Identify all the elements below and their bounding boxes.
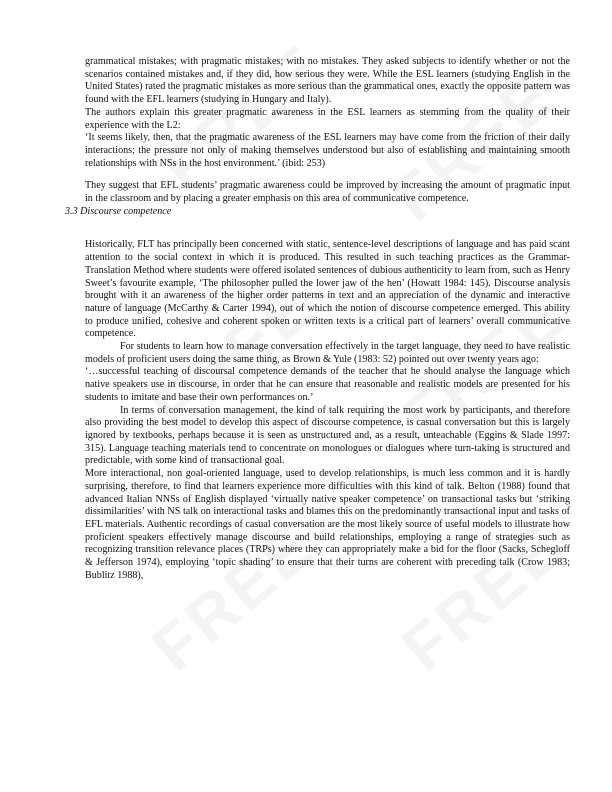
paragraph: They suggest that EFL students’ pragmatic awareness could be improved by increasing the amount of pragmatic input in the classroom and by placing a greater emphasis on this area of communicative competence. — [85, 180, 570, 205]
document-body — [65, 56, 570, 582]
paragraph: More interactional, non goal-oriented language, used to develop relationships, is much less common and it is hardly surprising, therefore, to find that learners experience more difficulties with this kind of talk. Belton (1988) found that advanced Italian NNSs of English displayed ‘virtually native speaker competence’ on transactional tasks but ‘striking dissimilarities’ with NS talk on interactional tasks and blames this on the predominantly transactional input and tasks of EFL materials. Authentic recordings of casual conversation are the most likely source of useful models to illustrate how proficient speakers effectively manage discourse and build relationships, employing a range of strategies such as recognizing transition relevance places (TRPs) where they can appropriately make a bid for the floor (Sacks, Schegloff & Jefferson 1974), employing ‘topic shading’ to ensure that their turns are coherent with preceding talk (Crow 1983; Bublitz 1988), — [85, 468, 570, 581]
section-heading: 3.3 Discourse competence — [65, 205, 172, 217]
paragraph: For students to learn how to manage conversation effectively in the target language, they need to have realistic models of proficient users doing the same thing, as Brown & Yule (1983: 52) pointed out over twenty years ago: — [85, 341, 570, 365]
paragraph: Historically, FLT has principally been concerned with static, sentence-level descriptions of language and has paid scant attention to the social context in which it is produced. This resulted in such teaching practices as the Grammar-Translation Method where students were offered isolated sentences of dubious authenticity to learn from, such as Henry Sweet’s favourite example, ‘The philosopher pulled the lower jaw of the hen’ (Howatt 1984: 145). Discourse analysis brought with it an awareness of the higher order patterns in text and an appreciation of the dynamic and interactive nature of language (McCarthy & Carter 1994), out of which the notion of discourse competence emerged. This ability to produce unified, cohesive and coherent spoken or written texts is a critical part of learners’ overall communicative competence. — [85, 239, 570, 340]
quotation: ‘It seems likely, then, that the pragmatic awareness of the ESL learners may have come from the friction of their daily interactions; the pressure not only of making themselves understood but also of establishing and maintaining smooth relationships with NSs in the host environment.’ (ibid: 253) — [85, 132, 570, 169]
paragraph: The authors explain this greater pragmatic awareness in the ESL learners as stemming from the quality of their experience with the L2: — [85, 106, 570, 131]
quotation: ‘…successful teaching of discoursal competence demands of the teacher that he should analyse the language which native speakers use in discourse, in order that he can ensure that reasonable and realistic models are presented for his students to imitate and base their own performances on.’ — [85, 366, 570, 403]
paragraph: grammatical mistakes; with pragmatic mistakes; with no mistakes. They asked subjects to identify whether or not the scenarios contained mistakes and, if they did, how serious they were. While the ESL learners (studying English in the United States) rated the pragmatic mistakes as more serious than the grammatical ones, exactly the opposite pattern was found with the EFL learners (studying in Hungary and Italy). — [85, 56, 570, 106]
paragraph: In terms of conversation management, the kind of talk requiring the most work by participants, and therefore also providing the best model to develop this aspect of discourse competence, is casual conversation but this is largely ignored by textbooks, perhaps because it is seen as unstructured and, as a result, unteachable (Eggins & Slade 1997: 315). Language teaching materials tend to concentrate on monologues or dialogues where turn-taking is structured and predictable, with some kind of transactional goal. — [85, 404, 570, 467]
